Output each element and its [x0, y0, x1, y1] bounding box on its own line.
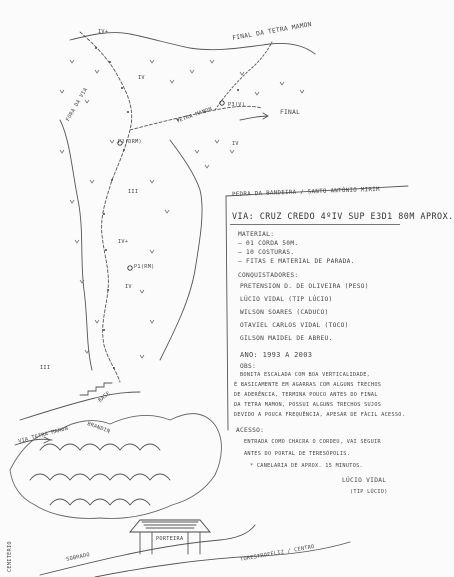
material-item-3: – FITAS E MATERIAL DE PARADA. [238, 258, 355, 265]
rock-outline-right [160, 140, 202, 360]
grass-marks-1 [60, 60, 304, 103]
bolt-11 [113, 367, 115, 369]
label-porteira: PORTEIRA [156, 536, 184, 542]
grass-marks-3 [60, 140, 234, 168]
acesso-line-3: * CANELARIA DE APROX. 15 MINUTOS. [250, 463, 363, 469]
belay-station-p1 [128, 266, 132, 270]
obs-line-2: É BASICAMENTE EM AGARRAS COM ALGUNS TRECHOS [234, 382, 382, 388]
conquistadores-title: CONQUISTADORES: [238, 272, 299, 279]
route-underline [230, 224, 400, 225]
pitch-label-6: III [128, 189, 139, 195]
forest-outline [10, 414, 221, 519]
acesso-line-2: ANTES DO PORTAL DE TERESÓPOLIS. [244, 451, 351, 457]
forest-inner-3 [50, 499, 150, 505]
pitch-label-1: IV+ [98, 29, 109, 35]
obs-line-3: DE ADERÊNCIA, TERMINA POUCO ANTES DO FINAL [234, 392, 378, 398]
conquistador-1: PRETENSION D. DE OLIVEIRA (PESO) [240, 283, 369, 290]
pitch-label-4: P3(V) [228, 102, 246, 108]
bolt-5 [123, 149, 125, 151]
pitch-label-10: III [40, 365, 51, 371]
bolt-4 [127, 111, 129, 113]
material-item-2: – 10 COSTURAS. [238, 249, 295, 256]
label-base: BASE [97, 390, 112, 404]
bolt-9 [107, 289, 109, 291]
pitch-label-9: IV [125, 284, 132, 290]
bolt-10 [103, 329, 105, 331]
pitch-label-5: P2(DRM) [118, 139, 142, 145]
conquistador-3: WILSON SOARES (CADUCO) [240, 309, 329, 316]
pitch-label-2: IV [138, 75, 145, 81]
acesso-title: ACESSO: [236, 427, 265, 434]
pitch-label-8: P1(RM) [134, 264, 155, 270]
route-name: VIA: CRUZ CREDO 4ºIV SUP E3D1 80M APROX. [232, 211, 454, 221]
label-toreirao: TORESTROFELIZ / CENTRO [239, 543, 316, 563]
porteira-hatch [142, 522, 198, 528]
panel-left-rule [226, 196, 228, 430]
label-final-right: FINAL [280, 109, 301, 116]
signature-nick: (TIP LÚCIO) [350, 489, 388, 495]
rock-outline-left [60, 120, 92, 370]
bolt-7 [103, 213, 105, 215]
label-fora-da-via: FORA DA VIA [65, 86, 90, 123]
signature: LÚCIO VIDAL [342, 477, 387, 484]
bolt-14 [237, 89, 239, 91]
belay-station-p3 [220, 101, 224, 105]
pitch-label-3: IV [232, 141, 239, 147]
label-sobrado: SOBRADO [65, 552, 91, 563]
label-brandin: BRANDIN [86, 421, 111, 435]
material-item-1: – 01 CORDA 50M. [238, 240, 299, 247]
forest-inner-2 [30, 474, 170, 480]
summit-edge [70, 33, 315, 54]
pitch-label-7: IV+ [118, 239, 129, 245]
forest-inner-1 [40, 444, 160, 450]
base-ramp [20, 392, 140, 420]
conquistador-2: LÚCIO VIDAL (TIP LÚCIO) [240, 296, 333, 303]
obs-line-1: BONITA ESCALADA COM BOA VERTICALIDADE, [240, 372, 371, 378]
obs-line-4: DA TETRA MAMON, POSSUI ALGUNS TRECHOS SUJOS [234, 402, 382, 408]
obs-title: OBS: [240, 363, 257, 370]
obs-line-5: DEVIDO A POUCA FREQUÊNCIA, APESAR DE FÁCIL ACESSO. [234, 412, 406, 418]
top-right-route [215, 42, 272, 110]
label-tetra-mamon-mid: TETRA MAMON [175, 106, 214, 125]
location-title: PEDRA DA BANDEIRA / SANTO ANTÔNIO MIRIM [231, 186, 380, 198]
acesso-line-1: ENTRADA COMO CHACRA O CORDEU, VAI SEGUIR [244, 439, 381, 445]
conquistador-5: GILSON MAIDEL DE ABREU. [240, 335, 333, 342]
label-cemiterio: CEMITÉRIO [7, 541, 13, 572]
route-line [80, 29, 132, 382]
label-final-top: FINAL DA TETRA MAMON [231, 21, 313, 42]
material-title: MATERIAL: [238, 231, 275, 238]
bolt-6 [111, 179, 113, 181]
bolt-3 [121, 87, 123, 89]
bolt-8 [105, 249, 107, 251]
bolt-1 [95, 47, 97, 49]
conquistador-4: OTAVIEL CARLOS VIDAL (TOCO) [240, 322, 349, 329]
label-via-tetra-mamon: VIA TETRA MAMON [17, 425, 69, 445]
bolt-2 [109, 61, 111, 63]
ano: ANO: 1993 A 2003 [240, 351, 313, 359]
